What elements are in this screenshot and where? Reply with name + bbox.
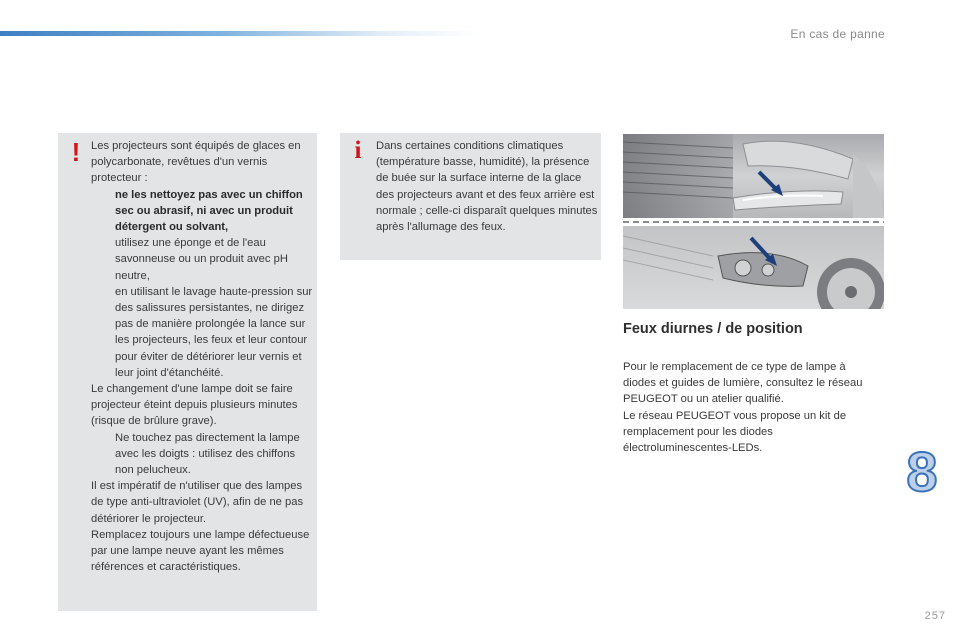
section-title: En cas de panne (790, 27, 885, 41)
section-body (623, 359, 873, 456)
warning-bullet-text: utilisez une éponge et de l'eau savonneuse ou un produit avec pH neutre, (115, 237, 288, 282)
exclamation-icon: ! (71, 137, 81, 167)
info-icon: i (354, 137, 362, 164)
photo-divider (623, 218, 884, 226)
page-number: 257 (924, 610, 946, 622)
section-heading: Feux diurnes / de position (623, 321, 803, 337)
warning-paragraph: Le changement d'une lampe doit se faire projecteur éteint depuis plusieurs minutes (risque de brûlure grave). (91, 383, 298, 428)
headlamp-photo-front (623, 134, 884, 218)
warning-bullet (91, 235, 313, 284)
warning-bullet (91, 430, 313, 479)
warning-paragraph: Remplacez toujours une lampe défectueuse par une lampe neuve ayant les mêmes références et caractéristiques. (91, 528, 310, 574)
warning-bullet-text: ne les nettoyez pas avec un chiffon sec ou abrasif, ni avec un produit détergent ou solvant, (115, 188, 303, 234)
headlamp-photo-side (623, 226, 884, 309)
warning-paragraph: Il est impératif de n'utiliser que des lampes de type anti-ultraviolet (UV), afin de ne pas détériorer le projecteur. (91, 480, 304, 525)
warning-text (91, 138, 313, 575)
info-text: Dans certaines conditions climatiques (température basse, humidité), la présence de buée sur la surface interne de la glace des projecteurs avant et des feux arrière est normale ; celle-ci disparaît quelques minutes après l'allumage des feux. (376, 140, 598, 234)
header-accent-bar (0, 31, 480, 36)
warning-bullet-text: Ne touchez pas directement la lampe avec les doigts : utilisez des chiffons non pelucheux. (115, 431, 300, 477)
warning-bullet-text: en utilisant le lavage haute-pression sur des salissures persistantes, ne dirigez pas de manière prolongée la lance sur les projecteurs, les feux et leur contour pour éviter de détériorer leur vernis et leur joint d'étanchéité. (115, 285, 313, 379)
section-paragraph: Pour le remplacement de ce type de lampe à diodes et guides de lumière, consultez le réseau PEUGEOT ou un atelier qualifié. (623, 361, 863, 406)
warning-intro: Les projecteurs sont équipés de glaces en polycarbonate, revêtues d'un vernis protecteur : (91, 140, 301, 185)
warning-bullet (91, 187, 313, 236)
warning-bullet (91, 284, 313, 381)
chapter-number: 8 (906, 440, 938, 503)
section-paragraph: Le réseau PEUGEOT vous propose un kit de remplacement pour les diodes électroluminescentes-LEDs. (623, 409, 847, 455)
